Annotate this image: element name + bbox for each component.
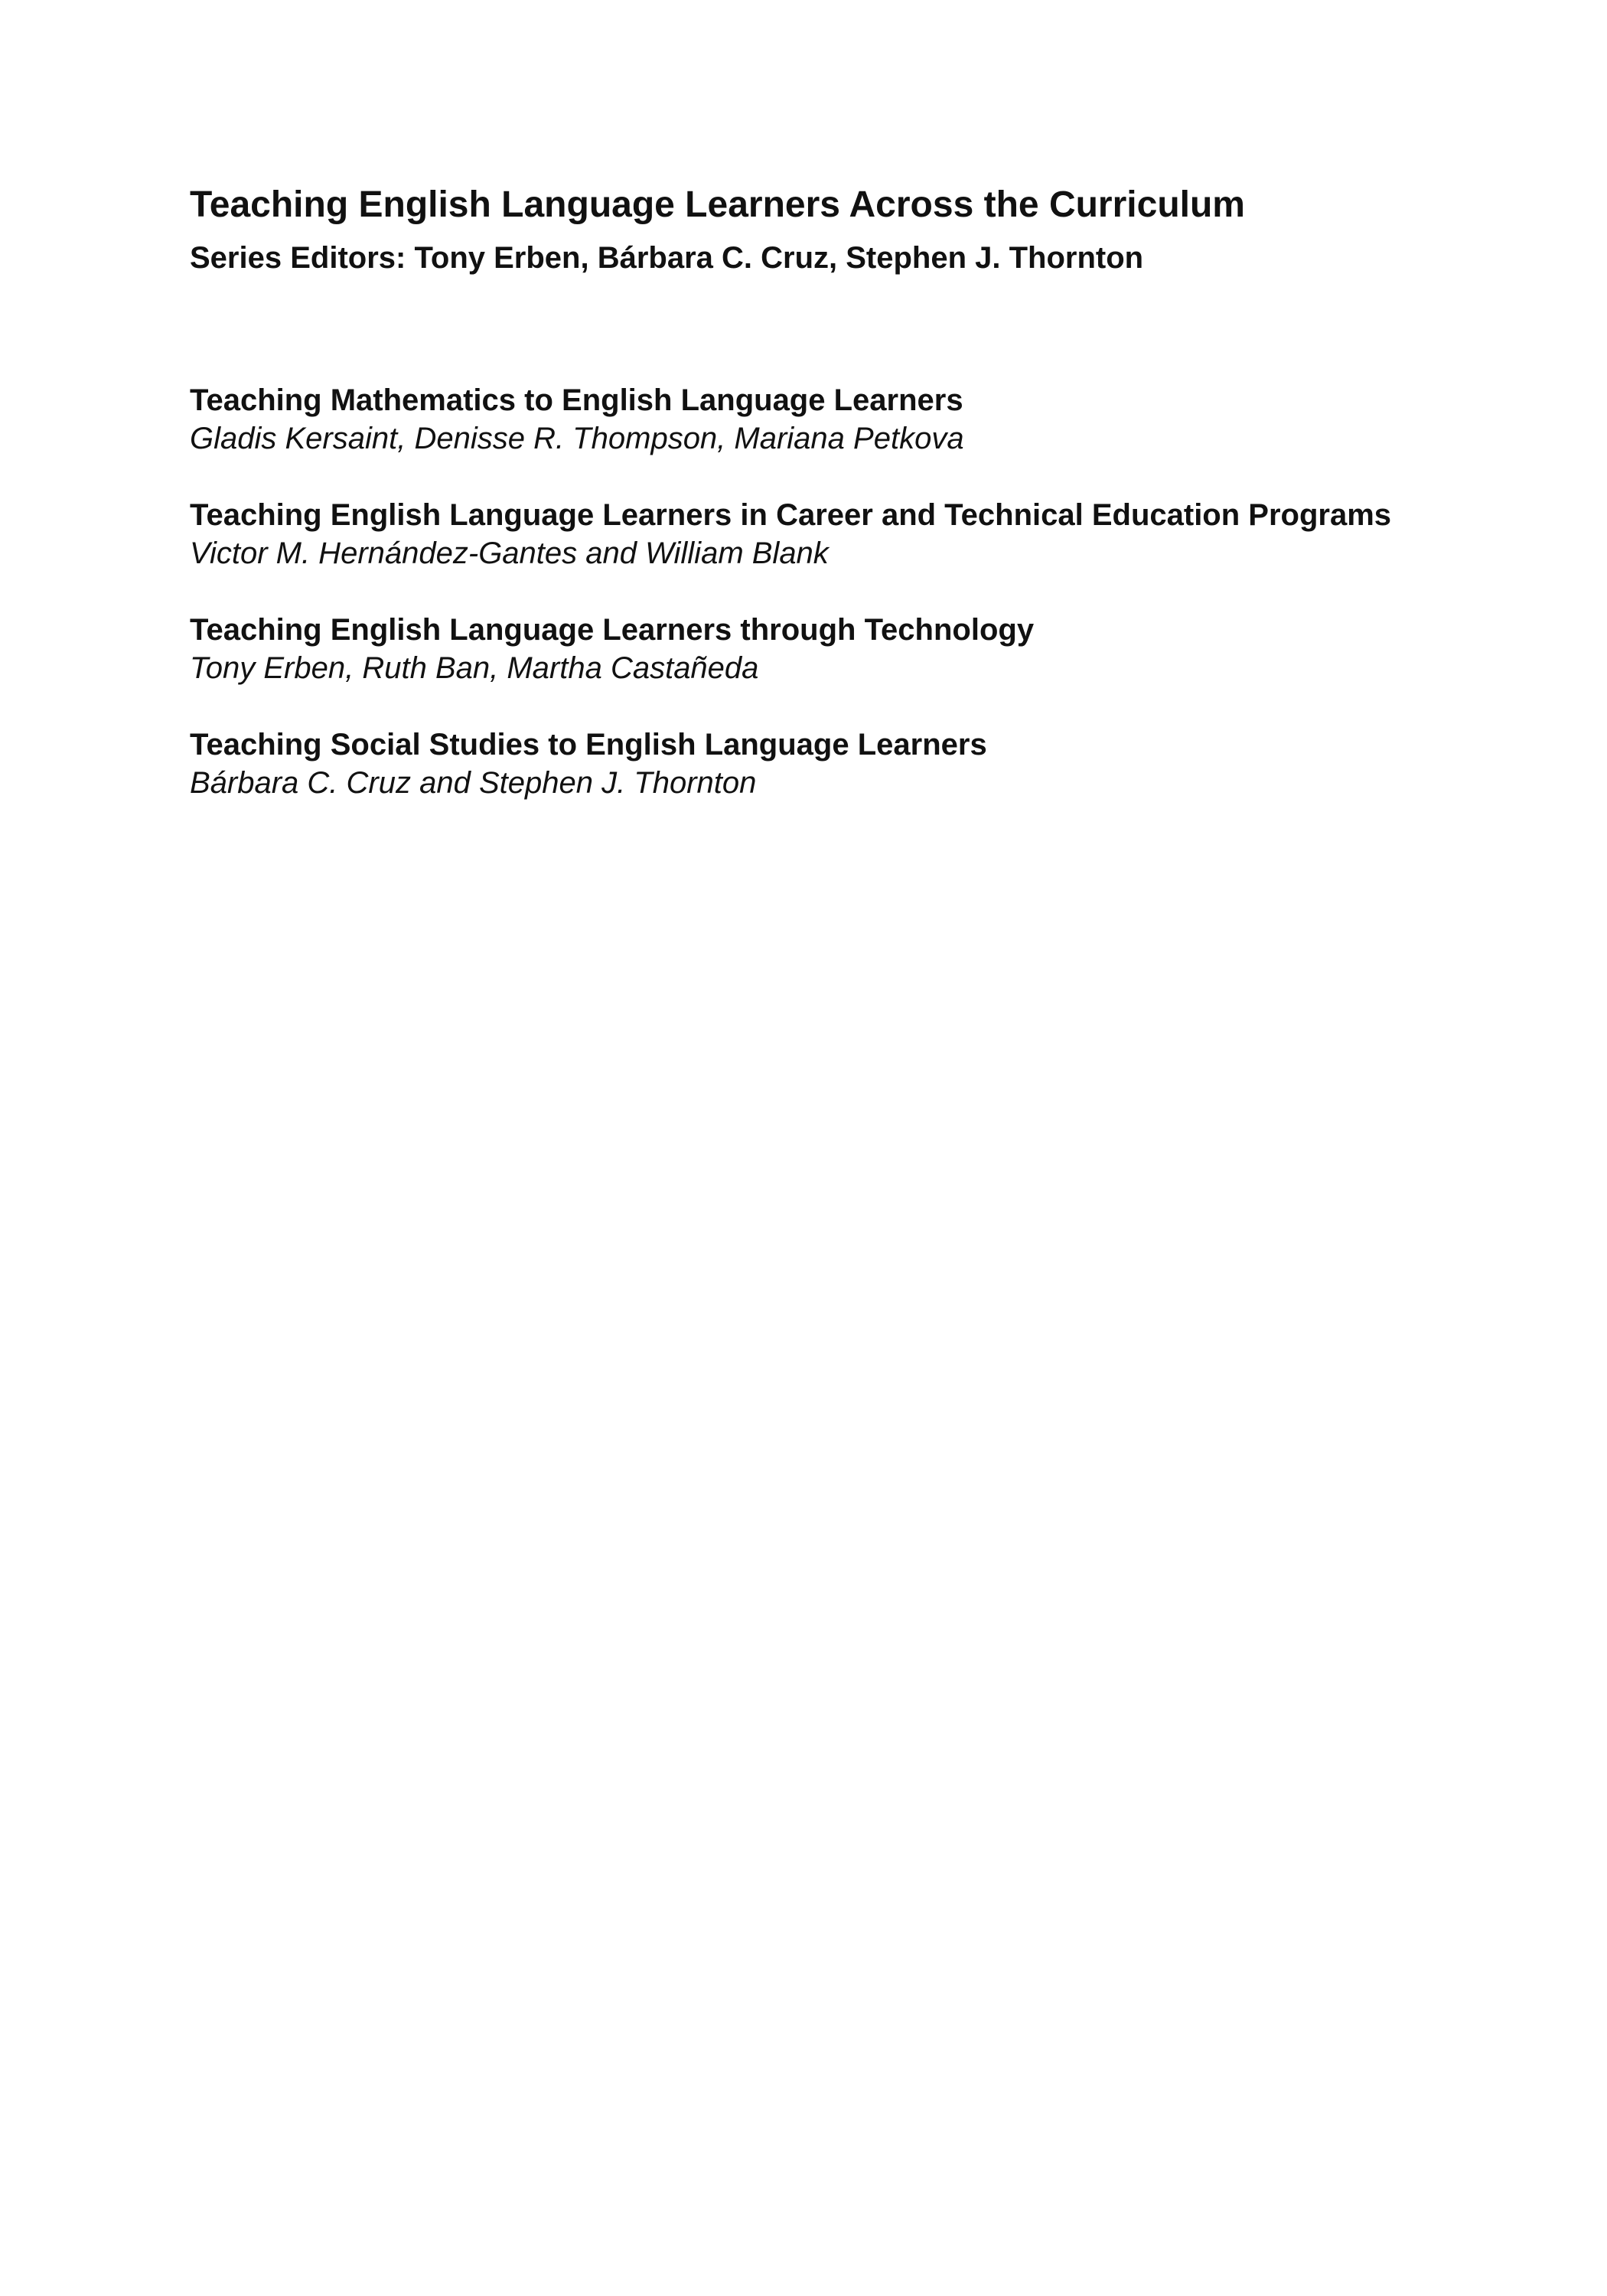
book-entry [190, 496, 1445, 572]
book-authors: Bárbara C. Cruz and Stephen J. Thornton [190, 766, 757, 800]
series-page-content [190, 178, 1445, 840]
book-authors: Gladis Kersaint, Denisse R. Thompson, Mariana Petkova [190, 422, 964, 455]
book-title: Teaching Social Studies to English Language Learners [190, 728, 987, 762]
book-entry [190, 611, 1445, 687]
book-list [190, 381, 1445, 802]
series-title: Teaching English Language Learners Across the Curriculum [190, 184, 1245, 225]
book-entry [190, 381, 1445, 458]
book-title: Teaching English Language Learners through Technology [190, 613, 1035, 647]
book-title: Teaching Mathematics to English Language Learners [190, 383, 963, 417]
book-authors: Victor M. Hernández-Gantes and William Blank [190, 536, 829, 570]
book-title: Teaching English Language Learners in Career and Technical Education Programs [190, 498, 1392, 532]
series-editors: Series Editors: Tony Erben, Bárbara C. Cruz, Stephen J. Thornton [190, 241, 1144, 275]
book-entry [190, 726, 1445, 802]
book-authors: Tony Erben, Ruth Ban, Martha Castañeda [190, 651, 759, 685]
